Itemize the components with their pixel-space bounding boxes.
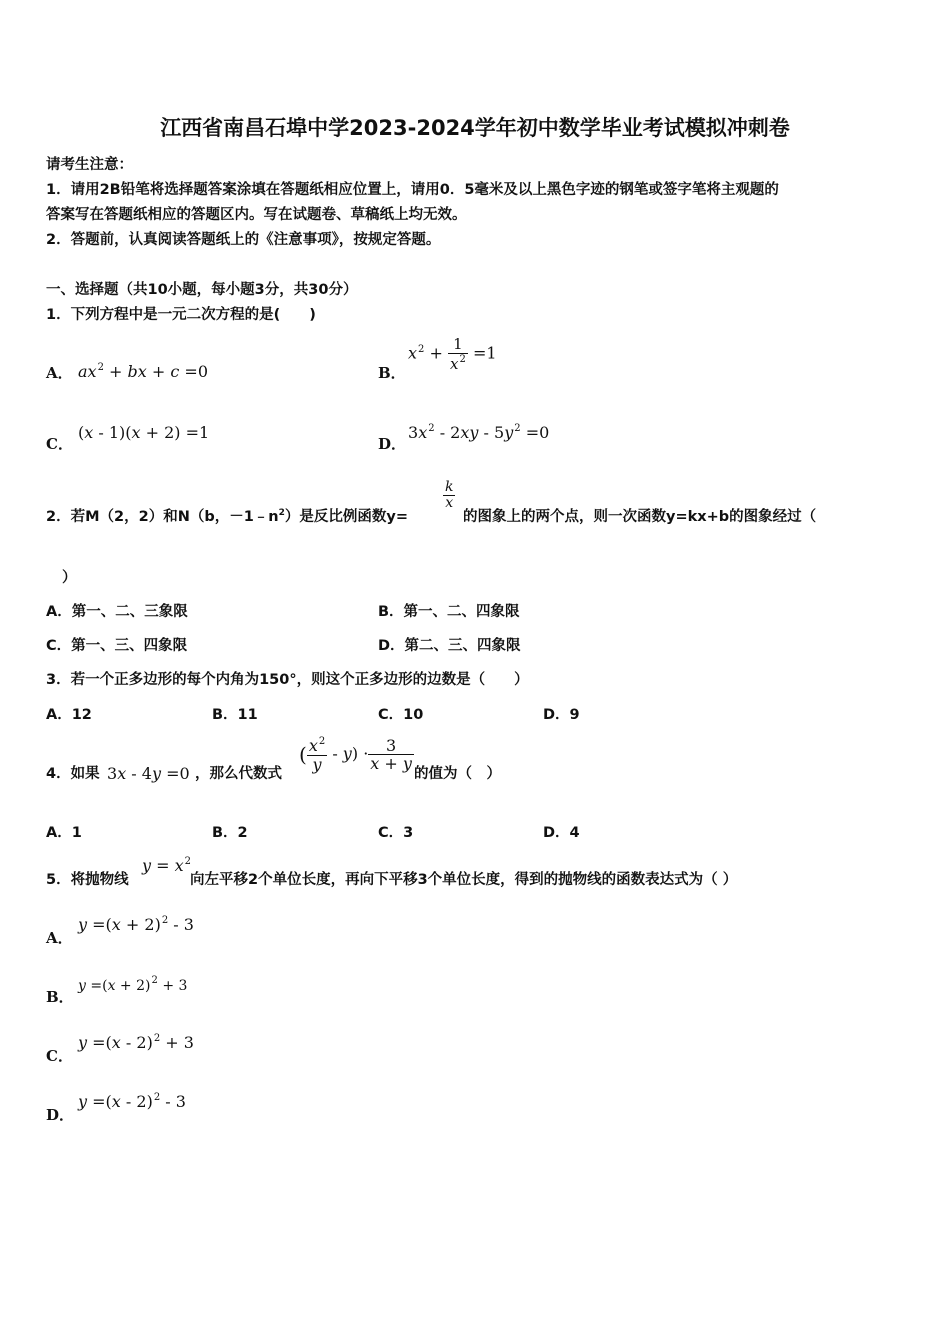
q3-stem: 3．若一个正多边形的每个内角为150°，则这个正多边形的边数是（ ） — [46, 672, 529, 688]
q5-parabola-math: $y = x^2$ — [142, 856, 192, 875]
q5-option-b-label: B． — [46, 988, 74, 1006]
page-title: 江西省南昌石埠中学2023-2024学年初中数学毕业考试模拟冲刺卷 — [160, 116, 790, 140]
section-heading: 一、选择题（共10小题，每小题3分，共30分） — [46, 282, 358, 298]
q4-option-d: D．4 — [543, 825, 580, 841]
q2-stem: 2．若M（2，2）和N（b，$-1﹣n^2$）是反比例函数y= — [46, 508, 408, 525]
q4-stem-b: ，那么代数式 — [195, 766, 282, 782]
q3-option-b: B．11 — [212, 707, 258, 723]
q2-option-a: A．第一、二、三象限 — [46, 604, 188, 620]
q2-fraction: $\frac{k}{x}$ — [445, 479, 454, 512]
q2-stem-tail: 的图象上的两个点，则一次函数y=kx+b的图象经过（ — [463, 509, 817, 525]
q3-option-a: A．12 — [46, 707, 92, 723]
q3-option-d: D．9 — [543, 707, 580, 723]
q4-stem-a: 4．如果 — [46, 766, 100, 782]
q5-option-c-math: y =(x - 2)$^2$ + 3 — [78, 1033, 194, 1052]
q4-option-b: B．2 — [212, 825, 248, 841]
q1-option-a-label: A． — [46, 364, 73, 382]
q2-option-c: C．第一、三、四象限 — [46, 638, 188, 654]
notice-line-1: 1．请用2B铅笔将选择题答案涂填在答题纸相应位置上，请用0．5毫米及以上黑色字迹的钢笔或签字笔将主观题的 — [46, 182, 779, 198]
q4-stem-c: 的值为（ ） — [414, 766, 501, 782]
q2-option-b: B．第一、二、四象限 — [378, 604, 520, 620]
q3-option-c: C．10 — [378, 707, 424, 723]
q1-option-a-math: $ax^2$ + bx + c =0 — [78, 362, 209, 381]
q1-option-d-label: D． — [378, 435, 407, 453]
q4-condition-math: 3x - 4y =0 — [107, 764, 190, 783]
q1-option-c-label: C． — [46, 435, 73, 453]
q4-expression-math: ( $\frac{x^2}{y}$ - y) · $\frac{3}{x + y}$ — [299, 735, 412, 774]
notice-heading: 请考生注意： — [46, 157, 133, 173]
q4-option-a: A．1 — [46, 825, 82, 841]
q5-option-a-math: $y =(x + 2)^2 - 3$ — [78, 915, 194, 934]
q1-option-d-math: $3x^2 - 2xy - 5y^2 =0$ — [408, 423, 550, 442]
q1-option-b-math: $x^2$ + $\frac{1}{x^2}$ =1 — [408, 335, 497, 373]
q2-stem-close: ） — [62, 570, 77, 586]
q5-option-d-label: D． — [46, 1106, 75, 1124]
q1-stem: 1．下列方程中是一元二次方程的是( ) — [46, 307, 316, 323]
q5-option-b-math: $y =(x + 2)^2 + 3$ — [78, 975, 188, 994]
notice-line-2: 答案写在答题纸相应的答题区内。写在试题卷、草稿纸上均无效。 — [46, 207, 467, 223]
q1-option-c-math: (x - 1)(x + 2) =1 — [78, 423, 210, 442]
q2-option-d: D．第二、三、四象限 — [378, 638, 521, 654]
q5-stem-b: 向左平移2个单位长度，再向下平移3个单位长度，得到的抛物线的函数表达式为（ ） — [190, 872, 738, 888]
q5-option-a-label: A． — [46, 929, 73, 947]
q5-stem-a: 5．将抛物线 — [46, 872, 129, 888]
q5-option-c-label: C． — [46, 1047, 73, 1065]
notice-line-3: 2．答题前，认真阅读答题纸上的《注意事项》，按规定答题。 — [46, 232, 441, 248]
q5-option-d-math: y =(x - 2)$^2$ - 3 — [78, 1092, 186, 1111]
q1-option-b-label: B． — [378, 364, 406, 382]
q4-option-c: C．3 — [378, 825, 414, 841]
